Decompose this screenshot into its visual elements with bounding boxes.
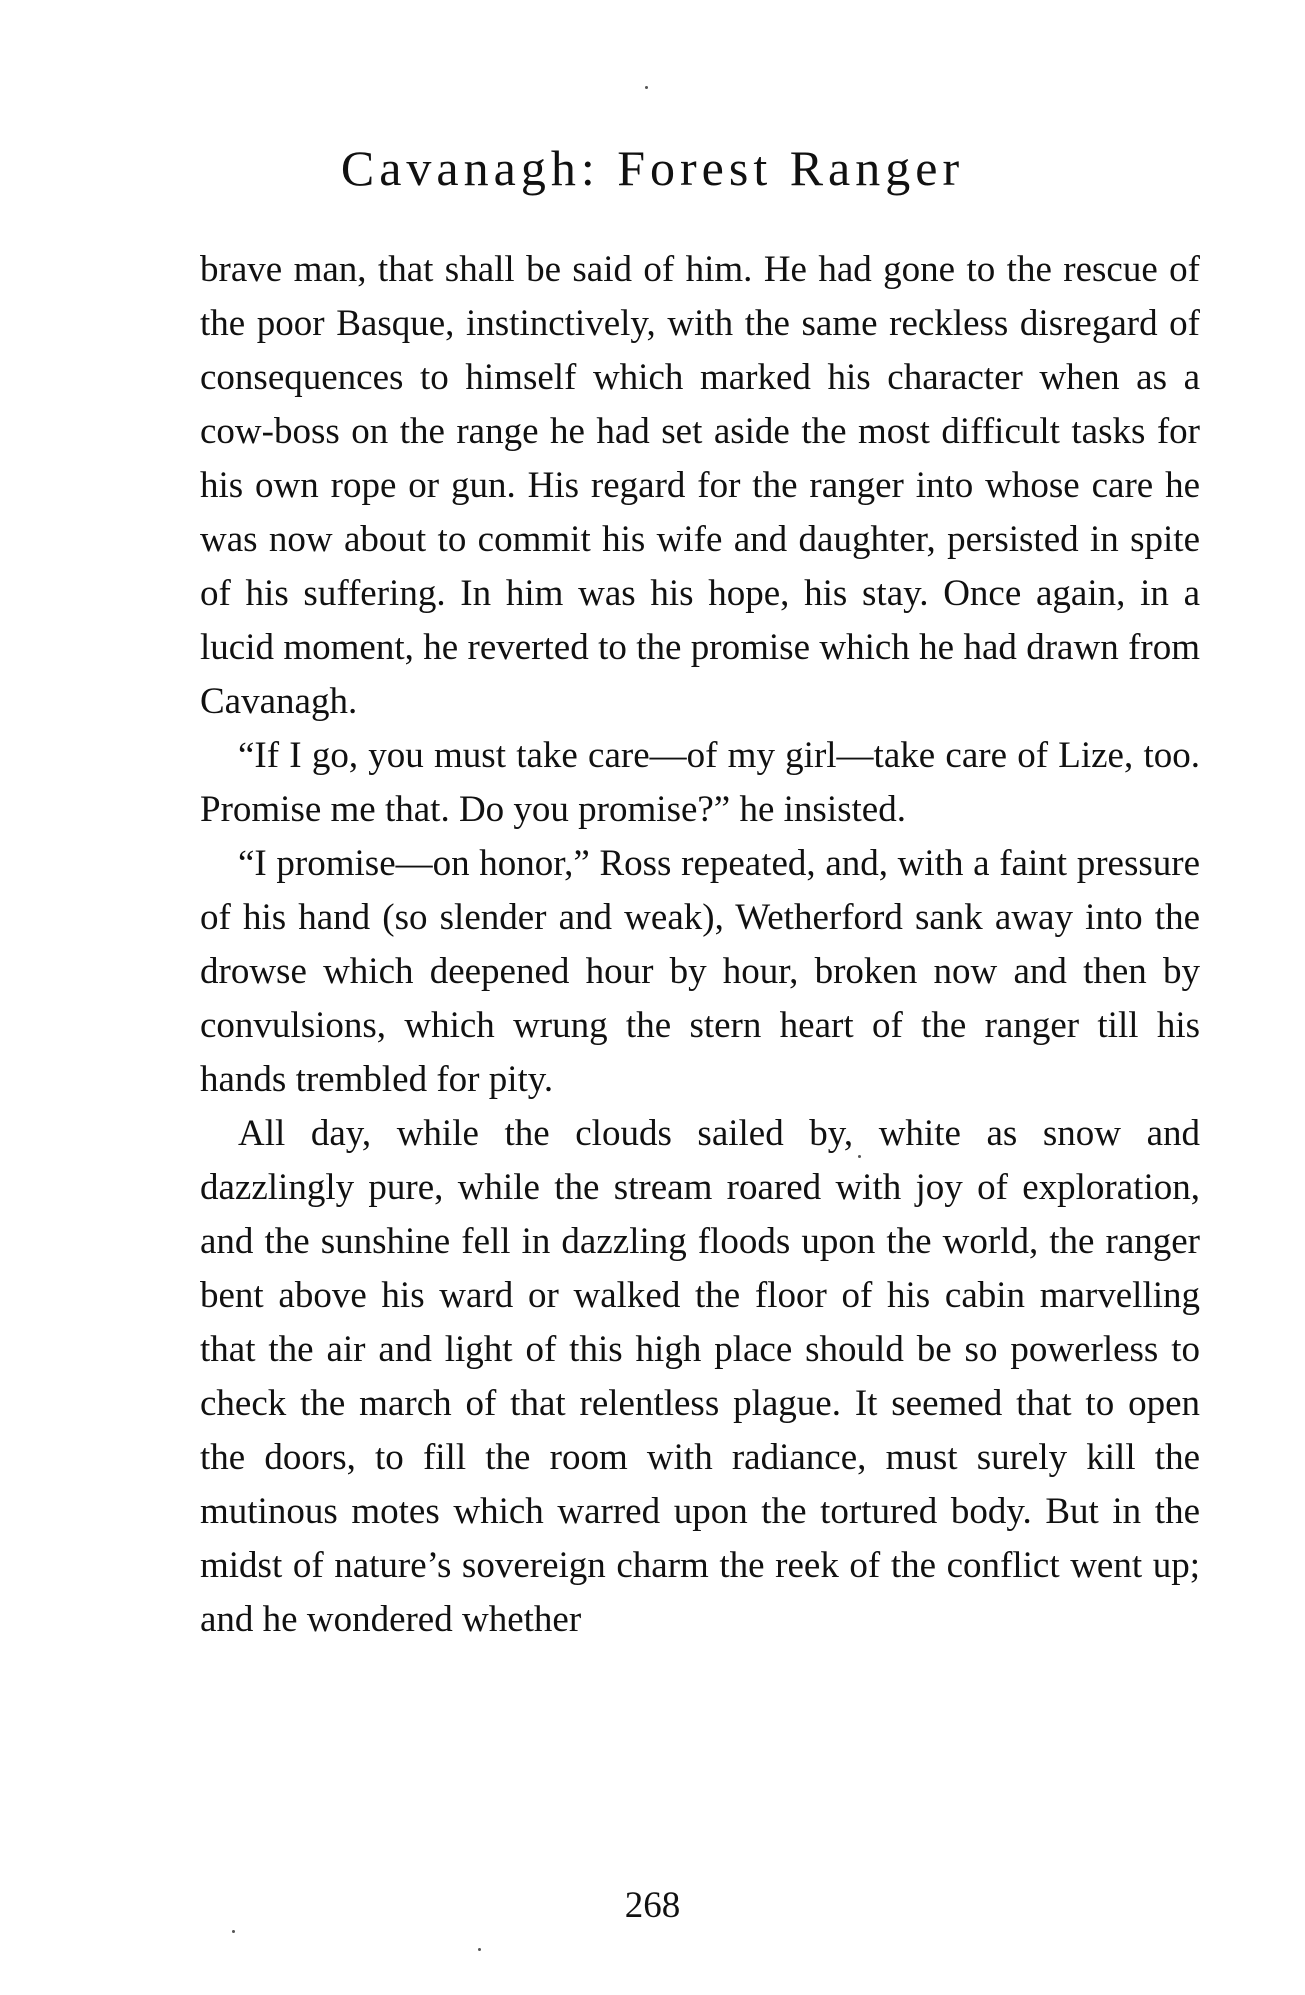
paragraph-promise-on-honor: “I promise—on honor,” Ross repeated, and, with a faint pressure of his hand (so slender and weak), Wetherford sank away into the drowse which deepened hour by hour, broken now and then by convulsions, which wrung the stern heart of the ranger till his hands trembled for pity. bbox=[200, 843, 1200, 1100]
paper-speck bbox=[478, 1948, 481, 1951]
paper-speck bbox=[645, 86, 648, 89]
paragraph-promise-request: “If I go, you must take care—of my girl—take care of Lize, too. Promise me that. Do you promise?” he insisted. bbox=[200, 735, 1200, 830]
running-title: Cavanagh: Forest Ranger bbox=[340, 140, 965, 196]
paragraph-continued: brave man, that shall be said of him. He had gone to the rescue of the poor Basque, instinctively, with the same reckless disregard of consequences to himself which marked his character when as a cow-boss on the range he had set aside the most difficult tasks for his own rope or gun. His regard for the ranger into whose care he was now about to commit his wife and daughter, persisted in spite of his suffering. In him was his hope, his stay. Once again, in a lucid moment, he reverted to the promise which he had drawn from Cavanagh. bbox=[200, 249, 1200, 722]
paragraph-all-day: All day, while the clouds sailed by, white as snow and dazzlingly pure, while the stream roared with joy of exploration, and the sunshine fell in dazzling floods upon the world, the ranger bent above his ward or walked the floor of his cabin marvelling that the air and light of this high place should be so powerless to check the march of that relentless plague. It seemed that to open the doors, to fill the room with radiance, must surely kill the mutinous motes which warred upon the tortured body. But in the midst of nature’s sovereign charm the reek of the conflict went up; and he wondered whether bbox=[200, 1113, 1200, 1640]
body-text bbox=[200, 243, 1200, 1647]
paper-speck bbox=[858, 1155, 861, 1158]
page-number: 268 bbox=[624, 1885, 681, 1926]
paper-speck bbox=[232, 1930, 235, 1933]
